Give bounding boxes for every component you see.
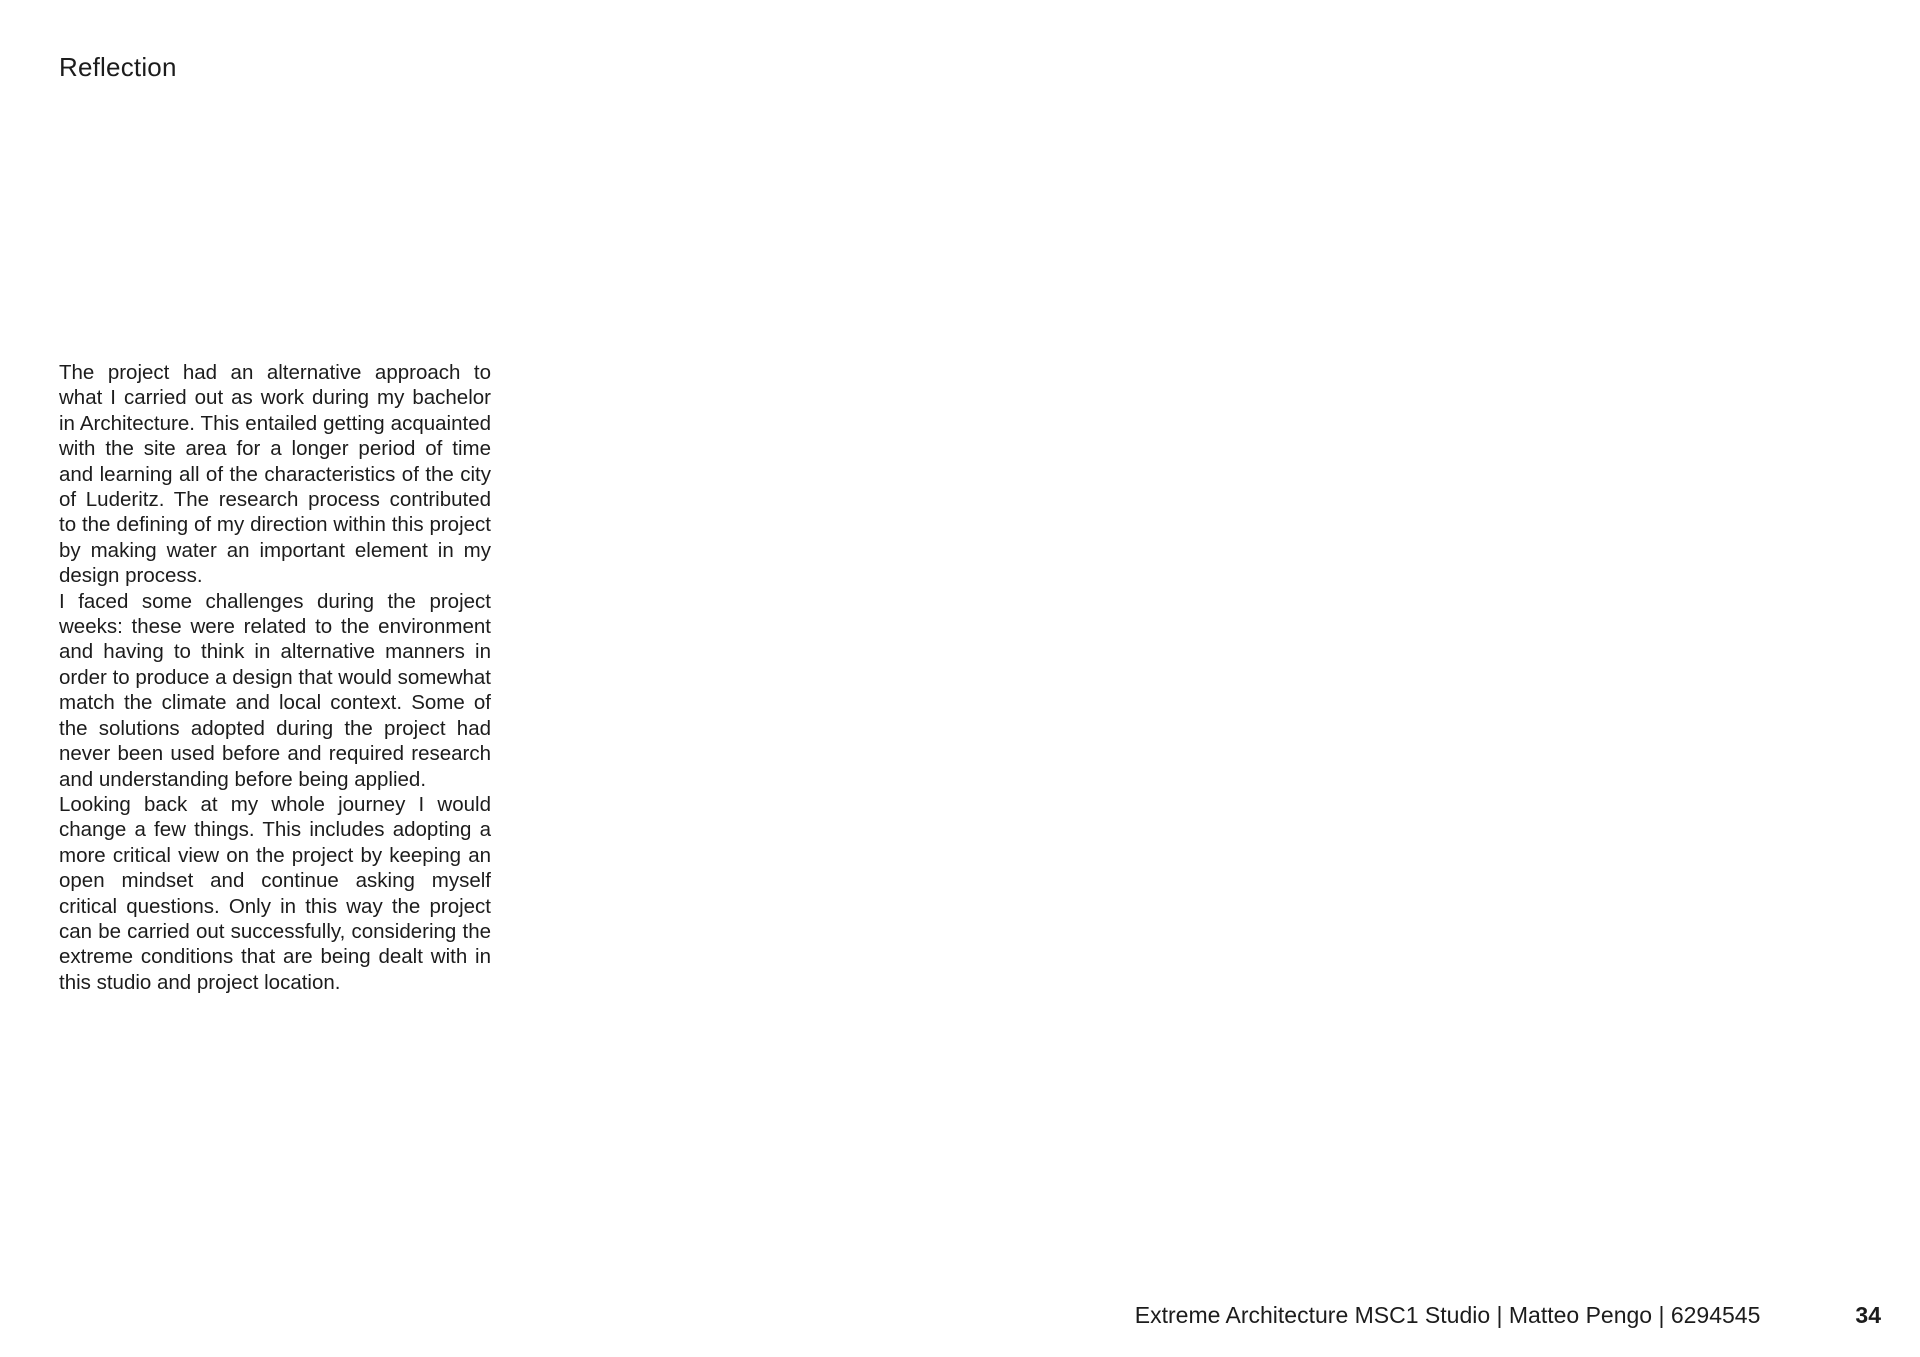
page-footer	[1135, 1302, 1881, 1329]
paragraph-challenges: I faced some challenges during the project weeks: these were related to the environment and having to think in alternative manners in order to produce a design that would somewhat match the climate and local context. Some of the solutions adopted during the project had never been used before and required research and understanding before being applied.	[59, 589, 491, 791]
page-title: Reflection	[59, 52, 177, 82]
page-number: 34	[1855, 1302, 1881, 1328]
paragraph-approach: The project had an alternative approach to what I carried out as work during my bachelor in Architecture. This entailed getting acquainted with the site area for a longer period of time and learning all of the characteristics of the city of Luderitz. The research process contributed to the defining of my direction within this project by making water an important element in my design process.	[59, 361, 491, 588]
reflection-body	[59, 360, 491, 995]
paragraph-looking-back: Looking back at my whole journey I would change a few things. This includes adopting a more critical view on the project by keeping an open mindset and continue asking myself critical questions. Only in this way the project can be carried out successfully, considering the extreme conditions that are being dealt with in this studio and project location.	[59, 792, 491, 994]
footer-credit: Extreme Architecture MSC1 Studio | Matteo Pengo | 6294545	[1134, 1302, 1761, 1328]
